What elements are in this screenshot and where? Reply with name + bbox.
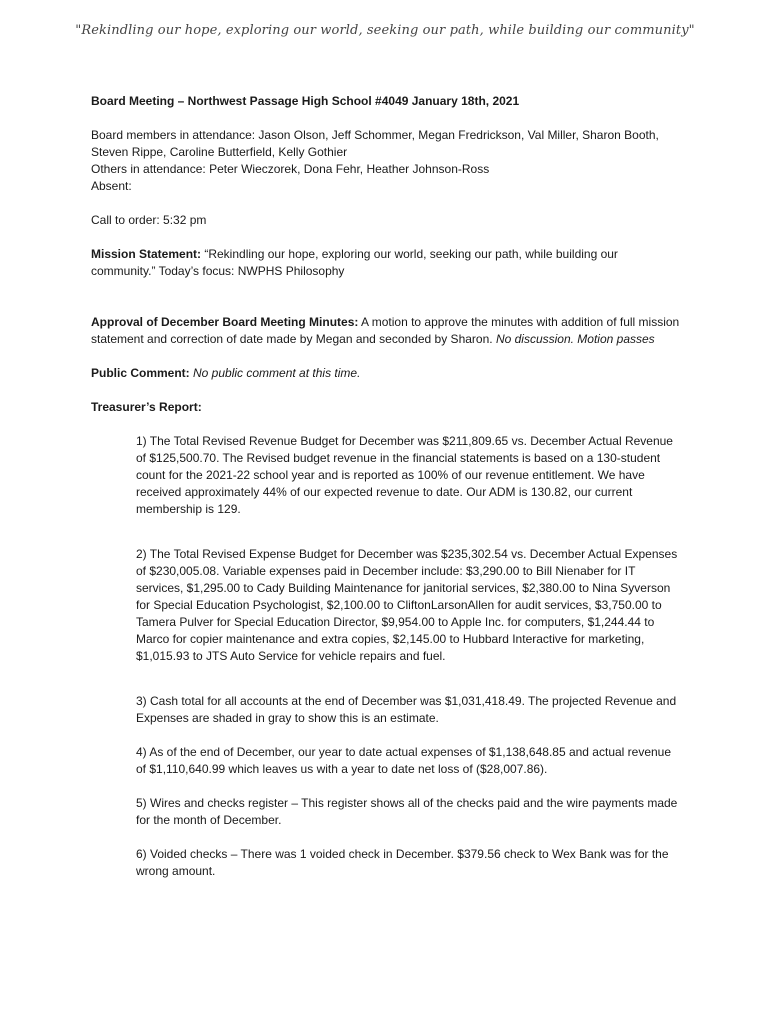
approval-minutes bbox=[91, 314, 681, 348]
attendance-section bbox=[91, 127, 681, 195]
document-body bbox=[91, 93, 681, 897]
others-attendance: Others in attendance: Peter Wieczorek, Dona Fehr, Heather Johnson-Ross bbox=[91, 162, 490, 176]
meeting-title: Board Meeting – Northwest Passage High School #4049 January 18th, 2021 bbox=[91, 94, 520, 108]
treasurer-report-heading: Treasurer’s Report: bbox=[91, 400, 202, 414]
report-item-expenses: 2) The Total Revised Expense Budget for December was $235,302.54 vs. December Actual Expenses of $230,005.08. Variable expenses paid in December include: $3,290.00 to Bill Nienaber for IT services, $1,295.00 to Cady Building Maintenance for janitorial services, $2,380.00 to Nina Syverson for Special Education Psychologist, $2,100.00 to CliftonLarsonAllen for audit services, $3,750.00 to Tamera Pulver for Special Education Director, $9,954.00 to Apple Inc. for computers, $1,244.44 to Marco for copier maintenance and extra copies, $2,145.00 to Hubbard Interactive for marketing, $1,015.93 to JTS Auto Service for vehicle repairs and fuel. bbox=[136, 547, 678, 663]
public-comment bbox=[91, 365, 681, 382]
treasurer-report-items bbox=[136, 433, 681, 880]
report-item-wires: 5) Wires and checks register – This register shows all of the checks paid and the wire payments made for the month of December. bbox=[136, 796, 678, 827]
report-item-ytd: 4) As of the end of December, our year to date actual expenses of $1,138,648.85 and actual revenue of $1,110,640.99 which leaves us with a year to date net loss of ($28,007.86). bbox=[136, 745, 672, 776]
approval-result: No discussion. Motion passes bbox=[495, 332, 655, 346]
mission-text: “Rekindling our hope, exploring our world, seeking our path, while building our community.” Today’s focus: NWPHS Philosophy bbox=[91, 247, 618, 278]
report-item-voided: 6) Voided checks – There was 1 voided check in December. $379.56 check to Wex Bank was for the wrong amount. bbox=[136, 847, 669, 878]
call-to-order: Call to order: 5:32 pm bbox=[91, 213, 207, 227]
header-quote: "Rekindling our hope, exploring our world, seeking our path, while building our community" bbox=[75, 23, 695, 38]
approval-label: Approval of December Board Meeting Minutes: bbox=[91, 315, 359, 329]
public-comment-label: Public Comment: bbox=[91, 366, 190, 380]
mission-label: Mission Statement: bbox=[91, 247, 202, 261]
report-item-revenue: 1) The Total Revised Revenue Budget for December was $211,809.65 vs. December Actual Revenue of $125,500.70. The Revised budget revenue in the financial statements is based on a 130-student count for the 2021-22 school year and is reported as 100% of our revenue entitlement. We have received approximately 44% of our expected revenue to date. Our ADM is 130.82, our current membership is 129. bbox=[136, 434, 673, 516]
public-comment-text: No public comment at this time. bbox=[189, 366, 361, 380]
board-members: Board members in attendance: Jason Olson, Jeff Schommer, Megan Fredrickson, Val Miller, Sharon Booth, Steven Rippe, Caroline Butterfield, Kelly Gothier bbox=[91, 128, 659, 159]
mission-statement bbox=[91, 246, 681, 280]
absent-line: Absent: bbox=[91, 179, 132, 193]
report-item-cash: 3) Cash total for all accounts at the end of December was $1,031,418.49. The projected Revenue and Expenses are shaded in gray to show this is an estimate. bbox=[136, 694, 677, 725]
approval-text: A motion to approve the minutes with addition of full mission statement and correction of date made by Megan and seconded by Sharon. bbox=[91, 315, 680, 346]
